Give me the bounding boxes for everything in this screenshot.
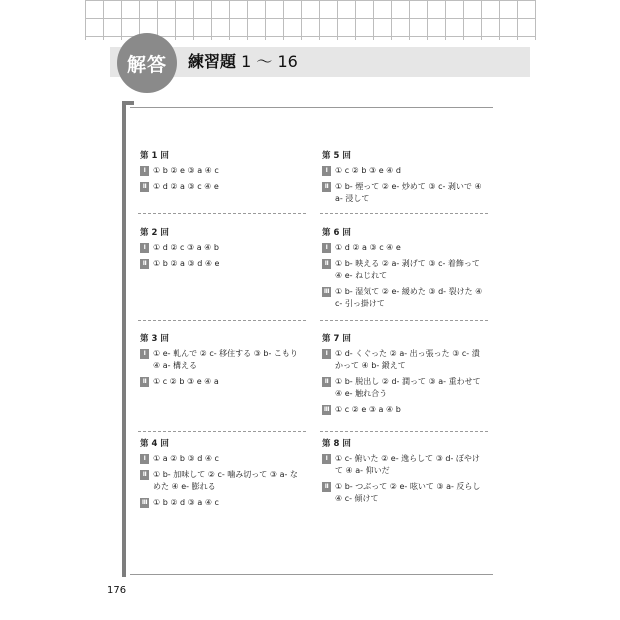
section-title: 第 7 回 xyxy=(322,334,351,344)
frame-top-rule xyxy=(130,107,493,108)
divider xyxy=(138,431,306,432)
frame-left-tick xyxy=(122,101,134,105)
answer-row xyxy=(322,348,487,372)
roman-numeral-badge: II xyxy=(322,259,331,269)
answer-text: ① b- 煙って ② e- 炒めて ③ c- 剥いで ④ a- 浸して xyxy=(335,182,482,203)
answer-section xyxy=(140,150,305,197)
divider xyxy=(320,431,488,432)
answer-text: ① b ② d ③ a ④ c xyxy=(153,498,219,507)
roman-numeral-badge: II xyxy=(140,470,149,480)
answer-text: ① a ② b ③ d ④ c xyxy=(153,454,219,463)
roman-numeral-badge: II xyxy=(140,377,149,387)
answer-row xyxy=(322,404,487,416)
divider xyxy=(320,213,488,214)
answer-text: ① d ② a ③ c ④ e xyxy=(153,182,219,191)
answer-row xyxy=(322,242,487,254)
frame-left-bar xyxy=(122,101,126,577)
page-title-range: 1 〜 16 xyxy=(241,52,298,71)
answer-section xyxy=(140,438,305,513)
roman-numeral-badge: I xyxy=(322,454,331,464)
answer-row xyxy=(322,481,487,505)
section-title: 第 6 回 xyxy=(322,228,351,238)
roman-numeral-badge: III xyxy=(323,288,330,295)
page-title xyxy=(188,50,298,74)
answer-text: ① b ② e ③ a ④ c xyxy=(153,166,219,175)
answer-row xyxy=(140,242,305,254)
answer-row xyxy=(140,453,305,465)
answer-section xyxy=(322,150,487,209)
divider xyxy=(138,320,306,321)
answer-row xyxy=(140,181,305,193)
answer-row xyxy=(322,165,487,177)
section-title: 第 4 回 xyxy=(140,439,169,449)
answer-text: ① b- 脱出し ② d- 潤って ③ a- 重わせて ④ e- 触れ合う xyxy=(335,377,481,398)
roman-numeral-badge: II xyxy=(140,259,149,269)
answer-row xyxy=(140,469,305,493)
answer-section xyxy=(140,333,305,392)
answer-section xyxy=(322,438,487,509)
page-number: 176 xyxy=(107,585,127,596)
answer-row xyxy=(140,348,305,372)
section-title: 第 5 回 xyxy=(322,151,351,161)
roman-numeral-badge: III xyxy=(141,499,148,506)
answer-text: ① b- 映える ② a- 剥げて ③ c- 着飾って ④ e- ねじれて xyxy=(335,259,480,280)
roman-numeral-badge: II xyxy=(322,182,331,192)
roman-numeral-badge: III xyxy=(323,406,330,413)
frame-bottom-rule xyxy=(130,574,493,575)
answer-text: ① d- くぐった ② a- 出っ張った ③ c- 潰かって ④ b- 鍛えて xyxy=(335,349,480,370)
answer-text: ① c ② b ③ e ④ a xyxy=(153,377,219,386)
section-title: 第 2 回 xyxy=(140,228,169,238)
answer-row xyxy=(322,258,487,282)
answer-row xyxy=(140,165,305,177)
roman-numeral-badge: I xyxy=(322,166,331,176)
answer-text: ① b- 加味して ② c- 噛み切って ③ a- なめた ④ e- 膨れる xyxy=(153,470,298,491)
roman-numeral-badge: II xyxy=(322,377,331,387)
section-title: 第 1 回 xyxy=(140,151,169,161)
roman-numeral-badge: I xyxy=(140,243,149,253)
answer-text: ① b ② a ③ d ④ e xyxy=(153,259,220,268)
answer-text: ① c ② b ③ e ④ d xyxy=(335,166,401,175)
answer-row xyxy=(322,453,487,477)
answer-row xyxy=(322,181,487,205)
answer-row xyxy=(140,258,305,270)
roman-numeral-badge: II xyxy=(322,482,331,492)
divider xyxy=(320,320,488,321)
roman-numeral-badge: II xyxy=(140,182,149,192)
answer-text: ① e- 軋んで ② c- 移住する ③ b- こもり ④ a- 構える xyxy=(153,349,298,370)
roman-numeral-badge: I xyxy=(322,349,331,359)
answer-row xyxy=(140,376,305,388)
roman-numeral-badge: I xyxy=(140,166,149,176)
answer-text: ① c- 俯いた ② e- 逸らして ③ d- ぼやけて ④ a- 仰いだ xyxy=(335,454,480,475)
answer-section xyxy=(322,333,487,420)
answer-section xyxy=(140,227,305,274)
answer-text: ① b- 湿気て ② e- 緩めた ③ d- 裂けた ④ c- 引っ掛けて xyxy=(335,287,483,308)
roman-numeral-badge: I xyxy=(140,349,149,359)
divider xyxy=(138,213,306,214)
answer-text: ① d ② c ③ a ④ b xyxy=(153,243,219,252)
answer-section xyxy=(322,227,487,314)
section-title: 第 3 回 xyxy=(140,334,169,344)
answer-row xyxy=(322,286,487,310)
answer-text: ① c ② e ③ a ④ b xyxy=(335,405,401,414)
answer-text: ① b- つぶって ② e- 呟いて ③ a- 反らし ④ c- 傾けて xyxy=(335,482,481,503)
page-title-main: 練習題 xyxy=(188,52,237,71)
answer-text: ① d ② a ③ c ④ e xyxy=(335,243,401,252)
answer-row xyxy=(140,497,305,509)
answer-row xyxy=(322,376,487,400)
roman-numeral-badge: I xyxy=(322,243,331,253)
section-title: 第 8 回 xyxy=(322,439,351,449)
answer-badge xyxy=(117,33,177,93)
roman-numeral-badge: I xyxy=(140,454,149,464)
answer-badge-label: 解答 xyxy=(126,53,167,76)
